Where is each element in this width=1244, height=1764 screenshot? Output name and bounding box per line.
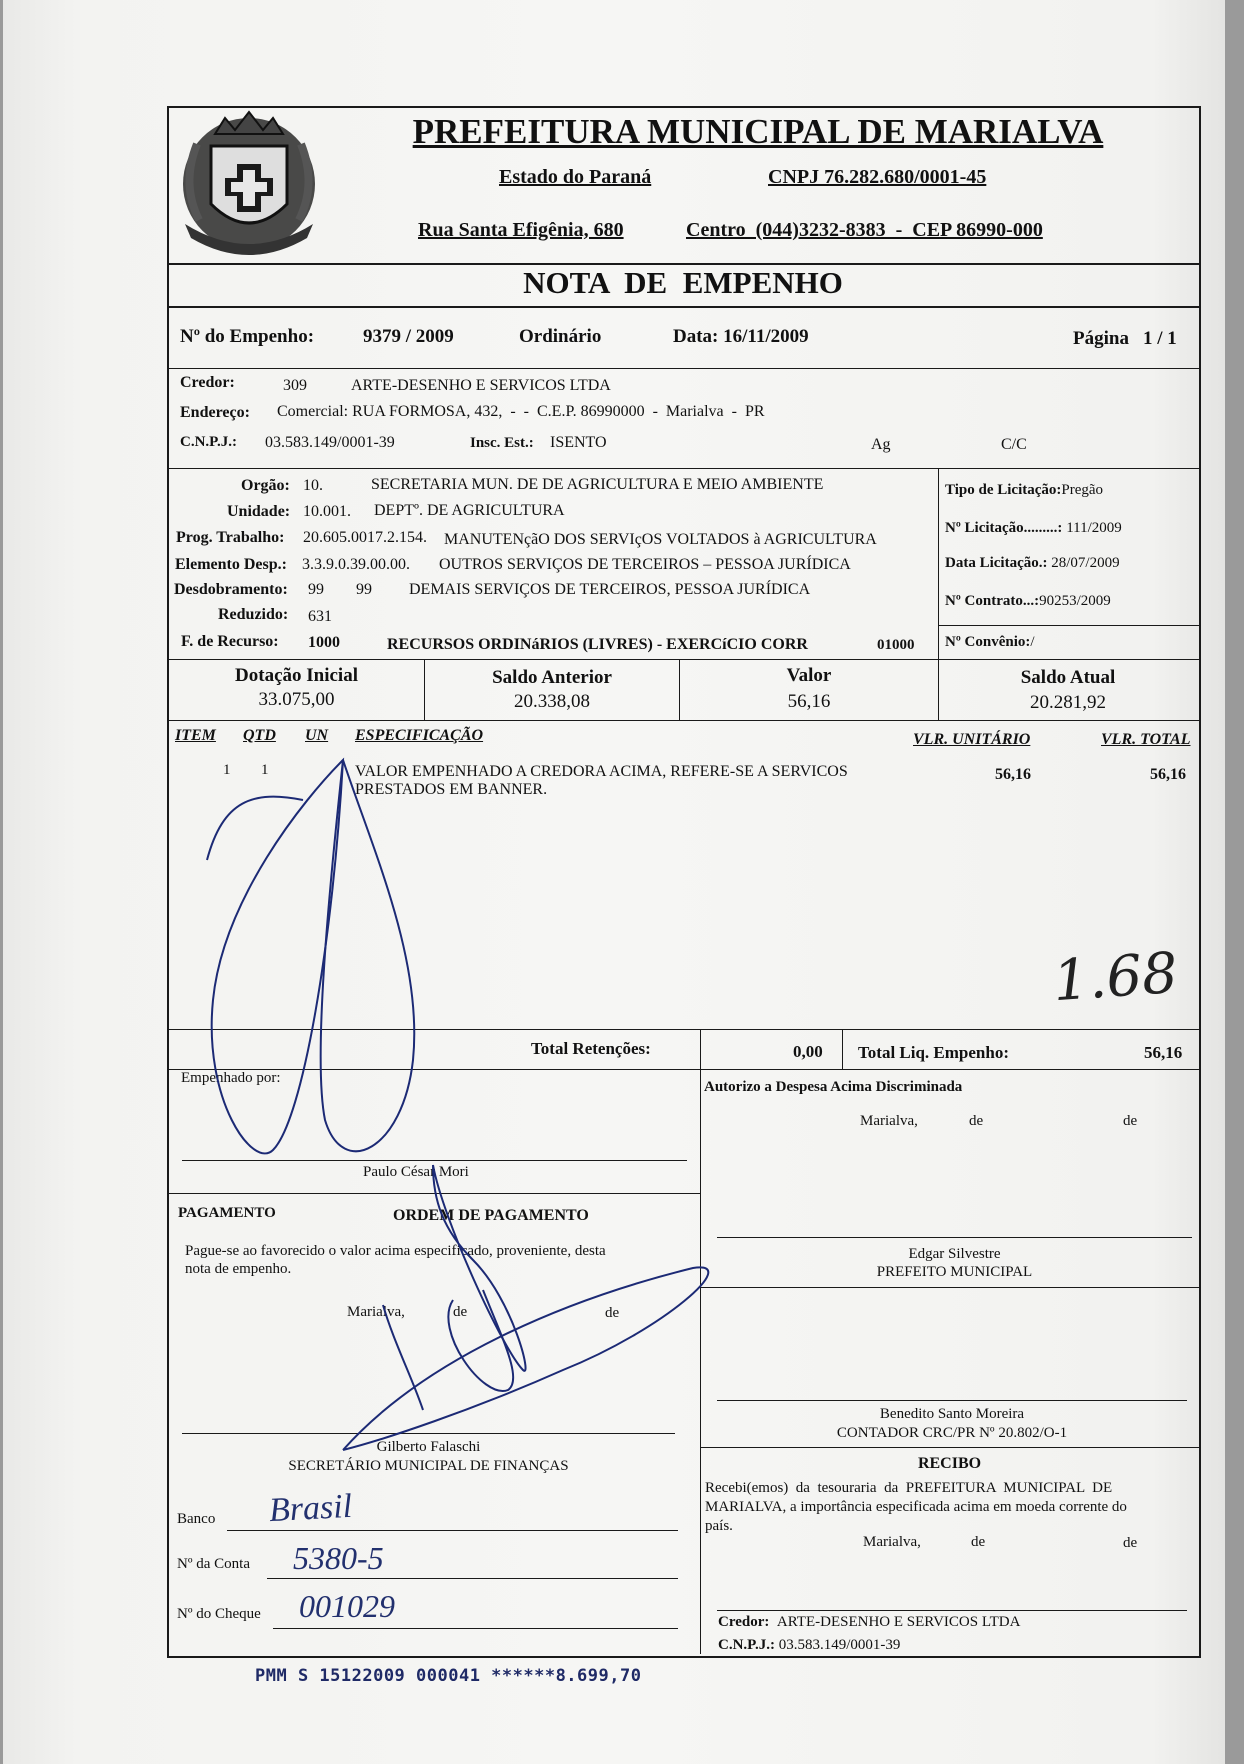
convenio-value: / xyxy=(1030,634,1035,650)
licitacao-date xyxy=(945,555,1120,572)
credor-address: Comercial: RUA FORMOSA, 432, - - C.E.P. 86990000 - Marialva - PR xyxy=(277,403,765,420)
unidade-label: Unidade: xyxy=(227,503,291,520)
col-total-value: VLR. TOTAL xyxy=(1101,731,1191,748)
item-description-2: PRESTADOS EM BANNER. xyxy=(355,781,548,798)
state-name: Estado do Paraná xyxy=(499,166,652,188)
cheque-value: 001029 xyxy=(299,1588,395,1624)
autorizo-city: Marialva, xyxy=(860,1113,918,1129)
contrato-label: Nº Contrato...: xyxy=(945,593,1040,609)
reduzido-value: 631 xyxy=(308,608,332,625)
ordem-pagamento-title: ORDEM DE PAGAMENTO xyxy=(393,1207,589,1224)
unidade-code: 10.001. xyxy=(303,503,351,520)
recibo-text-2: MARIALVA, a importância especificada acima em moeda corrente do xyxy=(705,1499,1127,1515)
recibo-cnpj-label: C.N.P.J.: xyxy=(718,1637,775,1653)
page-number: 1 / 1 xyxy=(1143,328,1177,349)
address-label: Endereço: xyxy=(180,404,250,421)
licitacao-number-value: 111/2009 xyxy=(1066,520,1122,536)
document-page xyxy=(3,0,1225,1764)
recibo-de-2: de xyxy=(1123,1535,1138,1551)
recibo-cnpj-value: 03.583.149/0001-39 xyxy=(778,1637,901,1653)
item-total-value: 56,16 xyxy=(1150,766,1186,783)
retencoes-value: 0,00 xyxy=(793,1042,823,1061)
recurso-label: F. de Recurso: xyxy=(181,633,279,650)
autorizo-de-2: de xyxy=(1123,1113,1138,1129)
pagamento-text-1: Pague-se ao favorecido o valor acima especificado, proveniente, desta xyxy=(185,1243,606,1259)
banco-value: Brasil xyxy=(268,1487,354,1530)
dotacao-value: 33.075,00 xyxy=(258,689,335,710)
elemento-name: OUTROS SERVIÇOS DE TERCEIROS – PESSOA JURÍDICA xyxy=(439,556,851,573)
unidade-name: DEPTº. DE AGRICULTURA xyxy=(374,502,565,519)
empenho-number-label: Nº do Empenho: xyxy=(180,326,315,347)
autorizo-de-1: de xyxy=(969,1113,984,1129)
liquido-value: 56,16 xyxy=(1144,1043,1183,1062)
municipality-contact: Centro (044)3232-8383 - CEP 86990-000 xyxy=(686,219,1043,241)
orgao-label: Orgão: xyxy=(241,477,290,494)
recibo-city: Marialva, xyxy=(863,1534,921,1550)
contador-name: Benedito Santo Moreira xyxy=(879,1406,1025,1422)
item-description-1: VALOR EMPENHADO A CREDORA ACIMA, REFERE-SE A SERVICOS xyxy=(355,763,848,780)
contador-role: CONTADOR CRC/PR Nº 20.802/O-1 xyxy=(836,1425,1068,1441)
pagamento-de-2: de xyxy=(605,1305,620,1321)
empenho-number: 9379 / 2009 xyxy=(363,326,454,347)
item-unit-value: 56,16 xyxy=(995,766,1031,783)
prefeito-role: PREFEITO MUNICIPAL xyxy=(876,1264,1033,1280)
item-number: 1 xyxy=(223,762,231,778)
reduzido-label: Reduzido: xyxy=(218,606,289,623)
credor-cnpj-label: C.N.P.J.: xyxy=(180,434,237,450)
saldo-atual-value: 20.281,92 xyxy=(1030,692,1106,713)
municipality-cnpj: CNPJ 76.282.680/0001-45 xyxy=(768,166,987,188)
item-qtd: 1 xyxy=(261,762,269,778)
empenhado-label: Empenhado por: xyxy=(181,1070,281,1086)
desdobramento-code-1: 99 xyxy=(308,581,324,598)
credor-name: ARTE-DESENHO E SERVICOS LTDA xyxy=(351,377,611,394)
elemento-label: Elemento Desp.: xyxy=(175,556,287,573)
desdobramento-label: Desdobramento: xyxy=(174,581,288,598)
contrato-value: 90253/2009 xyxy=(1039,593,1111,609)
licitacao-number xyxy=(945,520,1122,537)
valor-label: Valor xyxy=(786,665,832,686)
insc-est-label: Insc. Est.: xyxy=(470,435,534,451)
insc-est-value: ISENTO xyxy=(550,434,607,451)
recibo-title: RECIBO xyxy=(917,1455,982,1472)
conta-value: 5380-5 xyxy=(293,1540,384,1576)
page-label: Página xyxy=(1073,328,1129,349)
licitacao-type-label: Tipo de Licitação: xyxy=(945,482,1062,498)
municipality-title: PREFEITURA MUNICIPAL DE MARIALVA xyxy=(412,112,1104,151)
recibo-text-1: Recebi(emos) da tesouraria da PREFEITURA MUNICIPAL DE xyxy=(705,1480,1113,1496)
recurso-name: RECURSOS ORDINáRIOS (LIVRES) - EXERCíCIO CORR xyxy=(387,636,808,653)
prog-name: MANUTENçãO DOS SERVIçOS VOLTADOS à AGRICULTURA xyxy=(444,531,877,548)
secretario-role: SECRETÁRIO MUNICIPAL DE FINANÇAS xyxy=(288,1458,569,1474)
agency-label: Ag xyxy=(871,436,891,453)
prog-label: Prog. Trabalho: xyxy=(176,529,285,546)
payment-stamp: PMM S 15122009 000041 ******8.699,70 xyxy=(255,1666,642,1686)
secretario-name: Gilberto Falaschi xyxy=(376,1439,481,1455)
account-label: C/C xyxy=(1001,436,1027,453)
saldo-atual-label: Saldo Atual xyxy=(1020,667,1116,688)
recibo-text-3: país. xyxy=(705,1518,733,1534)
saldo-anterior-value: 20.338,08 xyxy=(514,691,590,712)
cheque-label: Nº do Cheque xyxy=(177,1606,261,1622)
desdobramento-name: DEMAIS SERVIÇOS DE TERCEIROS, PESSOA JURÍDICA xyxy=(409,581,811,598)
recibo-credor-label: Credor: xyxy=(718,1614,770,1630)
pagamento-text-2: nota de empenho. xyxy=(185,1261,292,1277)
credor-label: Credor: xyxy=(180,374,235,391)
saldo-anterior-label: Saldo Anterior xyxy=(492,667,612,688)
handwritten-page-number: 1.68 xyxy=(1050,940,1180,1015)
credor-code: 309 xyxy=(283,377,307,394)
col-qtd: QTD xyxy=(243,727,276,744)
credor-cnpj: 03.583.149/0001-39 xyxy=(265,434,395,451)
pagamento-de-1: de xyxy=(453,1304,468,1320)
col-item: ITEM xyxy=(175,727,216,744)
col-especificacao: ESPECIFICAÇÃO xyxy=(355,727,484,744)
municipality-address: Rua Santa Efigênia, 680 xyxy=(418,219,624,241)
retencoes-label: Total Retenções: xyxy=(531,1039,651,1058)
prefeito-name: Edgar Silvestre xyxy=(908,1246,1001,1262)
recibo-credor-name: ARTE-DESENHO E SERVICOS LTDA xyxy=(776,1614,1021,1630)
desdobramento-code-2: 99 xyxy=(356,581,372,598)
dotacao-label: Dotação Inicial xyxy=(235,665,358,686)
empenho-date: Data: 16/11/2009 xyxy=(673,326,809,347)
convenio-label: Nº Convênio: xyxy=(945,634,1031,650)
recibo-cnpj xyxy=(718,1637,900,1654)
recibo-credor xyxy=(718,1614,1020,1631)
empenhado-name: Paulo César Mori xyxy=(363,1164,469,1180)
contrato-number xyxy=(945,593,1111,610)
recurso-code: 1000 xyxy=(308,634,340,651)
recibo-de-1: de xyxy=(971,1534,986,1550)
document-title: NOTA DE EMPENHO xyxy=(523,265,843,300)
licitacao-type xyxy=(945,482,1103,499)
col-un: UN xyxy=(305,727,329,744)
col-unit-value: VLR. UNITÁRIO xyxy=(913,731,1031,748)
pagamento-label: PAGAMENTO xyxy=(178,1205,276,1221)
liquido-label: Total Liq. Empenho: xyxy=(858,1043,1009,1062)
empenho-type: Ordinário xyxy=(519,326,602,347)
coat-of-arms-icon xyxy=(175,104,323,260)
licitacao-date-label: Data Licitação.: xyxy=(945,555,1048,571)
autorizo-text: Autorizo a Despesa Acima Discriminada xyxy=(704,1079,963,1095)
recurso-code-2: 01000 xyxy=(877,637,915,653)
elemento-code: 3.3.9.0.39.00.00. xyxy=(302,556,410,573)
licitacao-date-value: 28/07/2009 xyxy=(1051,555,1120,571)
pagamento-city: Marialva, xyxy=(347,1304,405,1320)
orgao-code: 10. xyxy=(303,477,323,494)
orgao-name: SECRETARIA MUN. DE DE AGRICULTURA E MEIO AMBIENTE xyxy=(371,476,824,493)
licitacao-type-value: Pregão xyxy=(1061,482,1104,498)
prog-code: 20.605.0017.2.154. xyxy=(303,529,427,546)
banco-label: Banco xyxy=(177,1511,216,1527)
conta-label: Nº da Conta xyxy=(177,1556,250,1572)
convenio-number xyxy=(945,634,1035,651)
licitacao-number-label: Nº Licitação.........: xyxy=(945,520,1063,536)
valor-value: 56,16 xyxy=(787,691,831,712)
